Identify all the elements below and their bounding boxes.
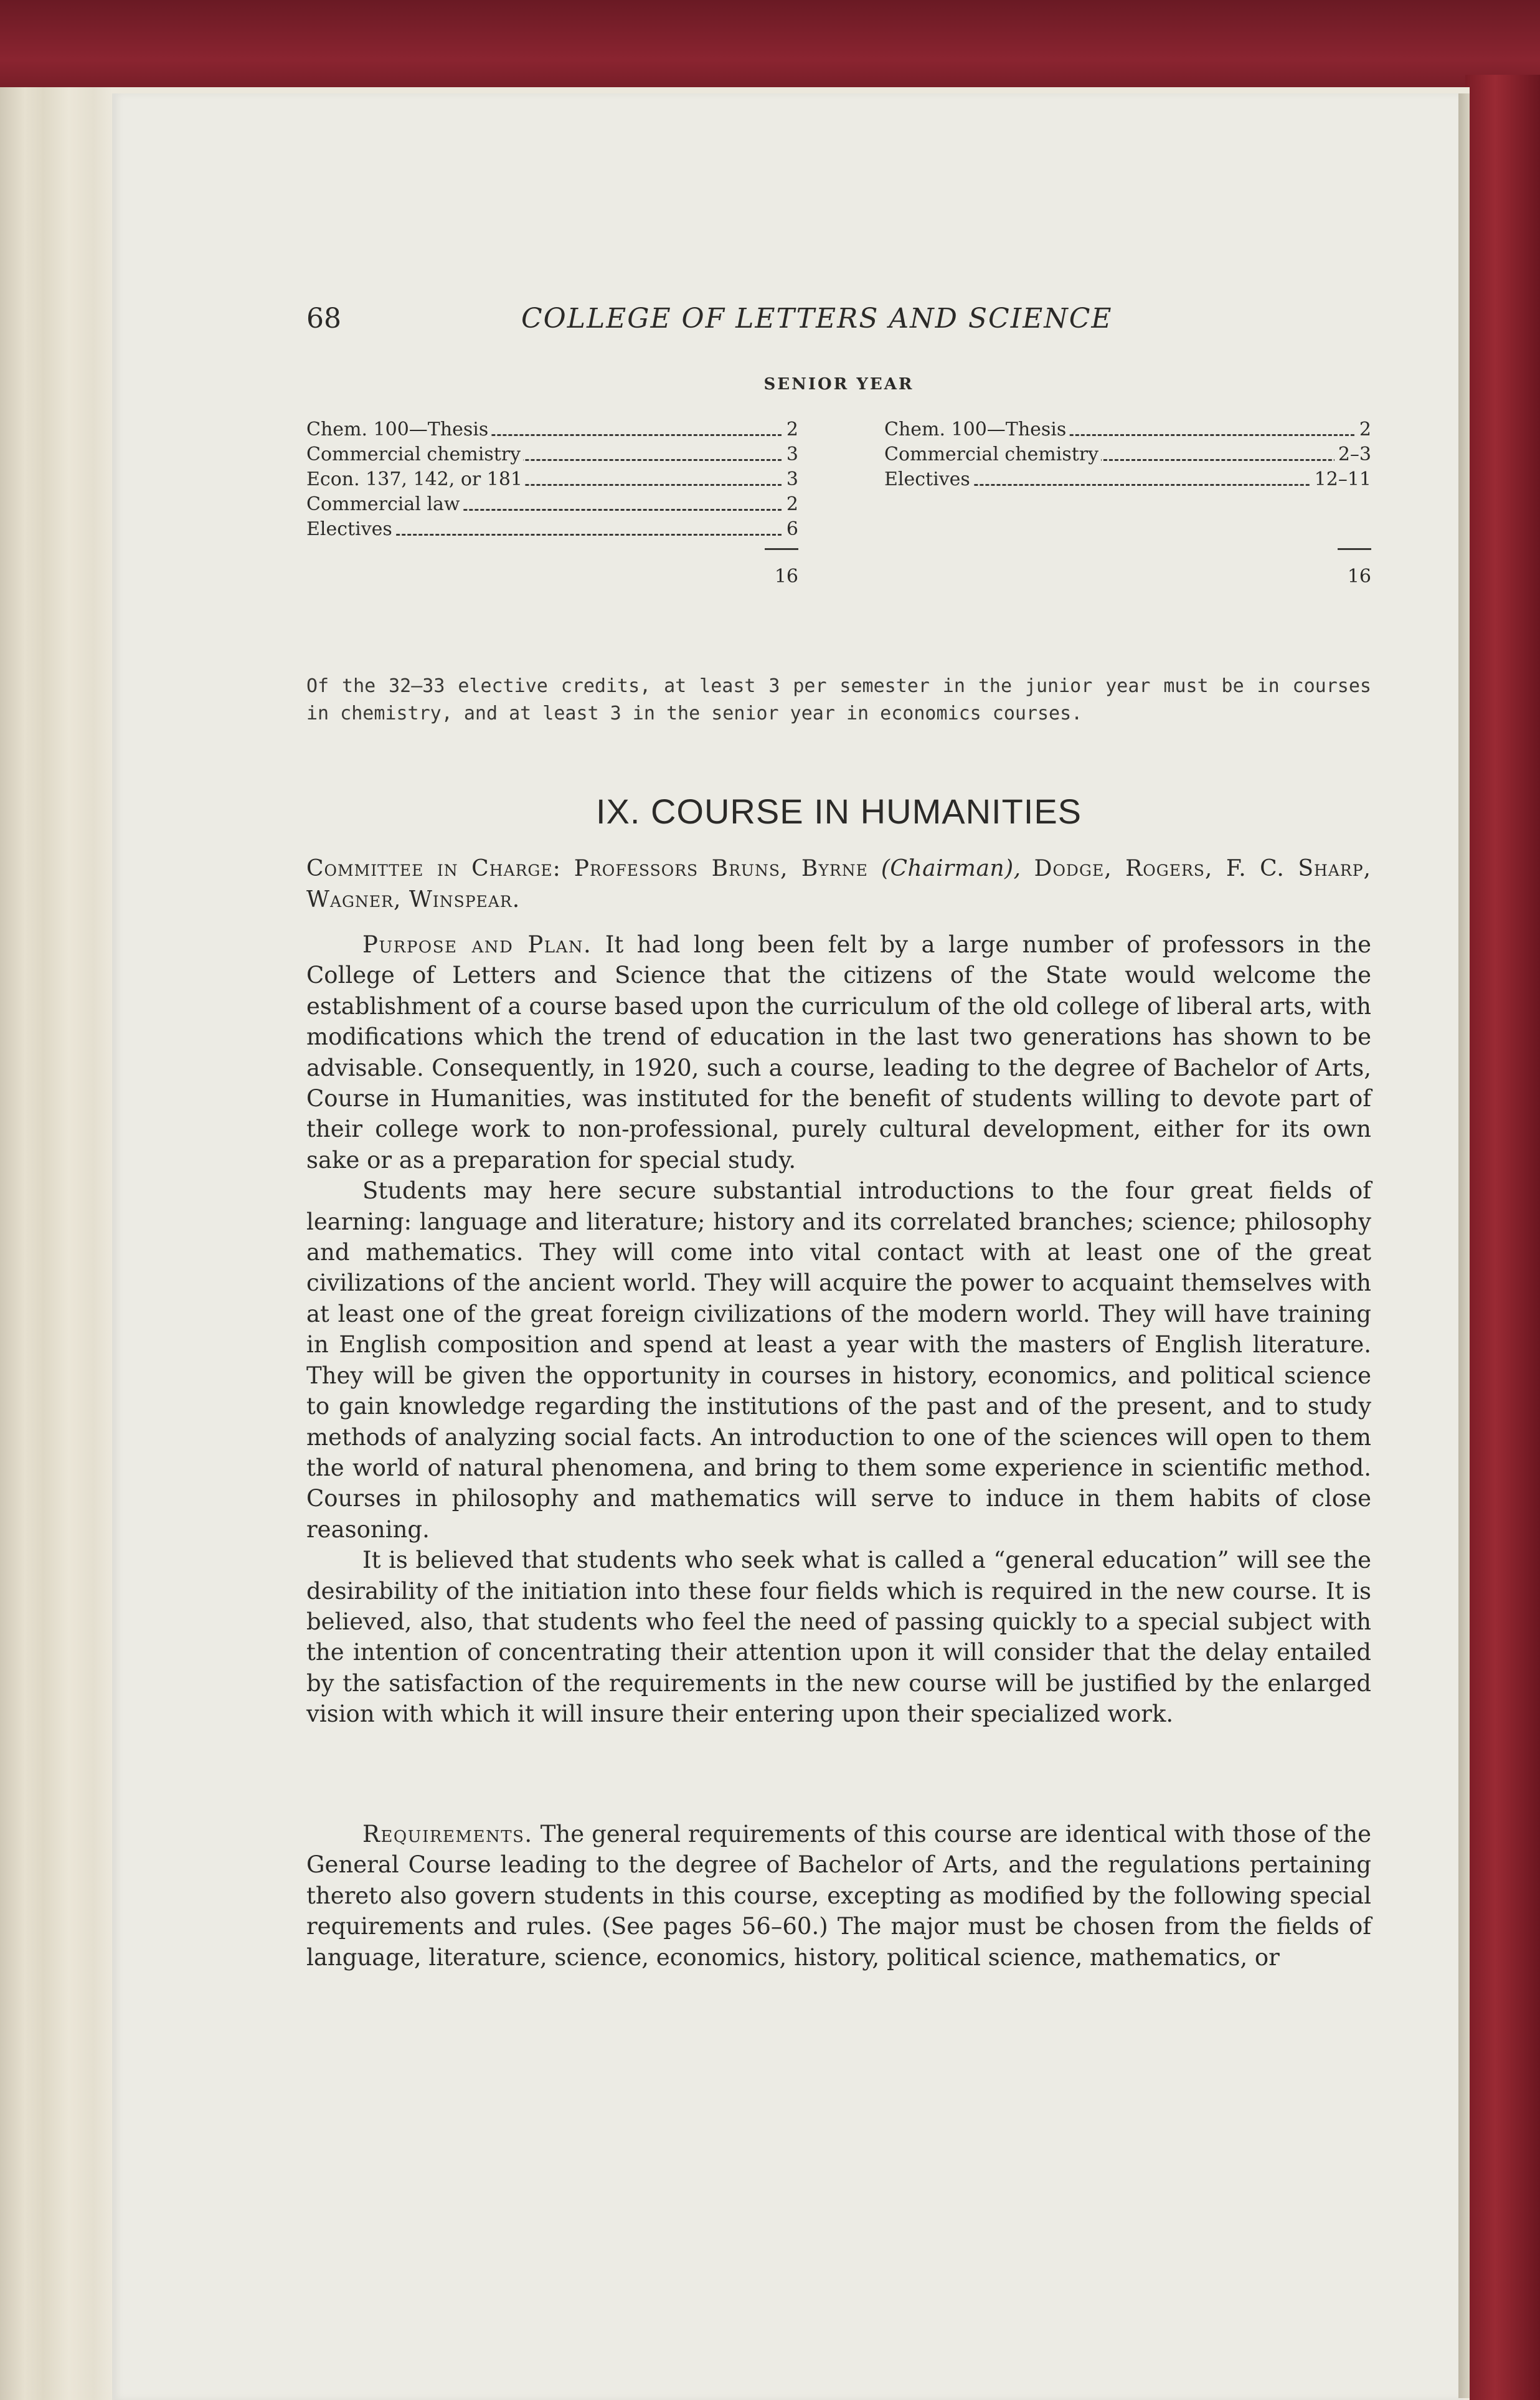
book-cover-right bbox=[1465, 75, 1540, 2400]
table-row bbox=[306, 417, 798, 442]
committee-lead: Committee in Charge: bbox=[306, 856, 561, 881]
course-label: Electives bbox=[306, 518, 395, 540]
elective-note: Of the 32–33 elective credits, at least 3 per semester in the junior year must be in courses in chemistry, and at least 3 in the senior year in economics courses. bbox=[306, 675, 1371, 724]
total-rule bbox=[765, 548, 798, 550]
running-title: COLLEGE OF LETTERS AND SCIENCE bbox=[521, 303, 1113, 334]
senior-year-heading: SENIOR YEAR bbox=[763, 375, 914, 394]
total-row bbox=[884, 542, 1371, 589]
committee-names-cont: Dodge, Rogers, F. C. Sharp, Wagner, Winspear. bbox=[306, 856, 1371, 913]
table-row bbox=[306, 467, 798, 492]
senior-year-left-column bbox=[306, 417, 798, 589]
course-label: Econ. 137, 142, or 181 bbox=[306, 468, 525, 490]
purpose-heading: Purpose and Plan. bbox=[362, 931, 592, 958]
credit-value: 2 bbox=[783, 417, 798, 442]
credit-value: 2 bbox=[1356, 417, 1371, 442]
total-value: 16 bbox=[1344, 564, 1371, 589]
course-label: Commercial chemistry bbox=[306, 443, 523, 465]
purpose-paragraph bbox=[306, 929, 1371, 1175]
requirements-heading: Requirements. bbox=[362, 1821, 533, 1847]
table-row bbox=[884, 467, 1371, 492]
table-row bbox=[884, 442, 1371, 467]
course-label: Electives bbox=[884, 468, 973, 490]
requirements-text: The general requirements of this course are identical with those of the General Course leading to the degree of Bachelor of Arts, and the regulations pertaining thereto also govern students in this course, excepting as modified by the following special requirements and rules. (See pages 56–60.) The major must be chosen from the fields of language, literature, science, economics, history, political science, mathematics, or bbox=[306, 1821, 1371, 1971]
paragraph: Students may here secure substantial introductions to the four great fields of learning: language and literature; history and its correlated branches; science; philosophy and mathematics. They will come into vital contact with at least one of the great civilizations of the ancient world. They will acquire the power to acquaint themselves with at least one of the great foreign civilizations of the modern world. They will have training in English composition and spend at least a year with the masters of English literature. They will be given the opportunity in courses in history, economics, and political science to gain knowledge regarding the institutions of the past and of the present, and to study methods of analyzing social facts. An introduction to one of the sciences will open to them the world of natural phenomena, and bring to them some experience in scientific method. Courses in philosophy and mathematics will serve to induce in them habits of close reasoning. bbox=[306, 1177, 1371, 1543]
total-row bbox=[306, 542, 798, 589]
spacer-row bbox=[884, 492, 1371, 542]
total-value: 16 bbox=[771, 564, 798, 589]
paragraph: It is believed that students who seek what is called a “general education” will see the desirability of the initiation into these four fields which is required in the new course. It is believed, also, that students who feel the need of passing quickly to a special subject with the intention of concentrating their attention upon it will consider that the delay entailed by the satisfaction of the requirements in the new course will be justified by the enlarged vision with which it will insure their entering upon their specialized work. bbox=[306, 1547, 1371, 1728]
committee-names: Professors Bruns, Byrne bbox=[574, 856, 868, 881]
course-label: Commercial law bbox=[306, 493, 463, 515]
course-label: Commercial chemistry bbox=[884, 443, 1101, 465]
requirements-section bbox=[306, 1819, 1371, 1973]
running-header bbox=[306, 299, 1371, 336]
credit-value: 2–3 bbox=[1335, 442, 1371, 467]
course-label: Chem. 100—Thesis bbox=[306, 419, 491, 440]
page-number: 68 bbox=[306, 303, 341, 334]
credit-value: 2 bbox=[783, 492, 798, 517]
table-row bbox=[306, 492, 798, 517]
committee-in-charge bbox=[306, 853, 1371, 916]
table-row bbox=[306, 442, 798, 467]
credit-value: 6 bbox=[783, 517, 798, 542]
credit-value: 12–11 bbox=[1311, 467, 1371, 492]
senior-year-right-column bbox=[884, 417, 1371, 589]
table-row bbox=[884, 417, 1371, 442]
credit-value: 3 bbox=[783, 467, 798, 492]
credit-value: 3 bbox=[783, 442, 798, 467]
chairman-note: (Chairman), bbox=[881, 856, 1021, 881]
requirements-paragraph bbox=[306, 1819, 1371, 1973]
table-row bbox=[306, 517, 798, 542]
total-rule bbox=[1338, 548, 1371, 550]
gutter-shadow bbox=[1458, 93, 1470, 2398]
purpose-text: It had long been felt by a large number of professors in the College of Letters and Science that the citizens of the State would welcome the establishment of a course based upon the curriculum of the old college of liberal arts, with modifications which the trend of education in the last two generations has shown to be advisable. Consequently, in 1920, such a course, leading to the degree of Bachelor of Arts, Course in Humanities, was instituted for the benefit of students willing to devote part of their college work to non-professional, purely cultural development, either for its own sake or as a preparation for special study. bbox=[306, 931, 1371, 1174]
course-label: Chem. 100—Thesis bbox=[884, 419, 1069, 440]
section-title: IX. COURSE IN HUMANITIES bbox=[595, 792, 1082, 831]
purpose-section bbox=[306, 929, 1371, 1730]
